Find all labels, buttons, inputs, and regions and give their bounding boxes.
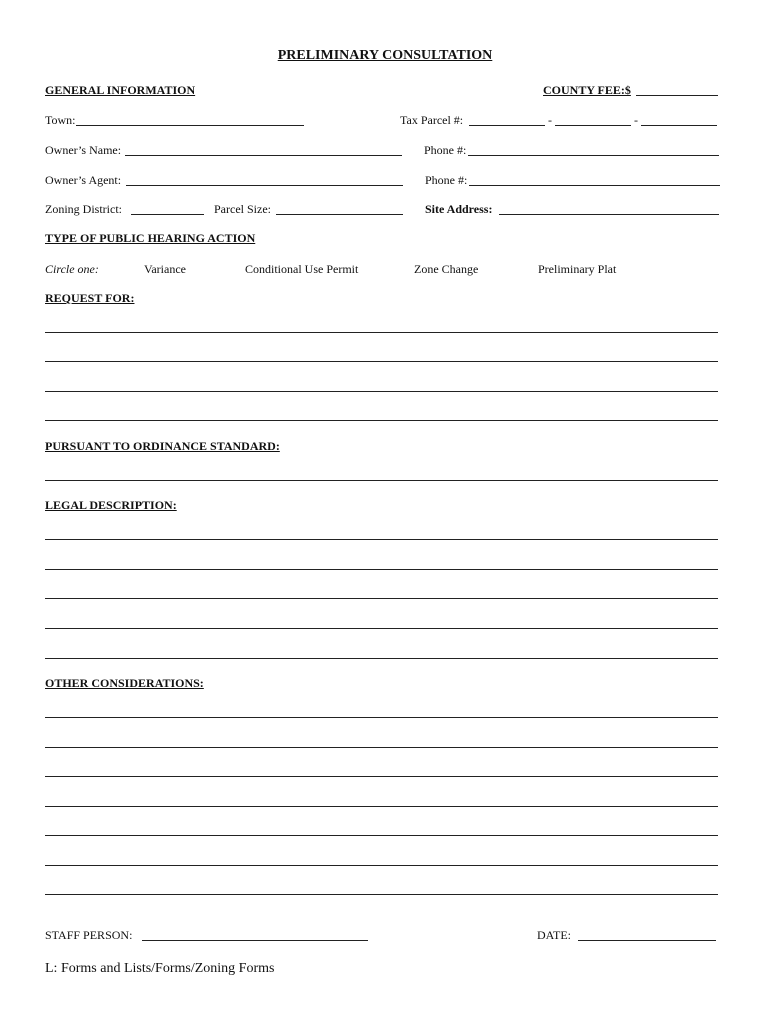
legal-description-heading: LEGAL DESCRIPTION: — [45, 498, 177, 512]
other-considerations-line[interactable] — [45, 776, 718, 777]
site-address-field[interactable] — [499, 214, 719, 215]
legal-description-line[interactable] — [45, 598, 718, 599]
parcel-size-label: Parcel Size: — [214, 202, 271, 216]
owner-agent-label: Owner’s Agent: — [45, 173, 122, 187]
county-fee-field[interactable] — [636, 95, 718, 96]
other-considerations-line[interactable] — [45, 806, 718, 807]
phone-field-2[interactable] — [469, 185, 720, 186]
other-considerations-line[interactable] — [45, 835, 718, 836]
ordinance-standard-line[interactable] — [45, 480, 718, 481]
request-for-heading: REQUEST FOR: — [45, 291, 135, 305]
county-fee-label: COUNTY FEE:$ — [543, 83, 631, 97]
option-preliminary-plat[interactable]: Preliminary Plat — [538, 262, 617, 276]
tax-parcel-field-1[interactable] — [469, 125, 545, 126]
option-variance[interactable]: Variance — [144, 262, 186, 276]
other-considerations-line[interactable] — [45, 747, 718, 748]
tax-parcel-label: Tax Parcel #: — [400, 113, 464, 127]
legal-description-line[interactable] — [45, 658, 718, 659]
date-label: DATE: — [537, 928, 571, 942]
request-for-line[interactable] — [45, 332, 718, 333]
other-considerations-line[interactable] — [45, 894, 718, 895]
phone-field-1[interactable] — [468, 155, 719, 156]
general-information-heading: GENERAL INFORMATION — [45, 83, 196, 97]
phone-label-2: Phone #: — [425, 173, 468, 187]
ordinance-standard-heading: PURSUANT TO ORDINANCE STANDARD: — [45, 439, 280, 453]
footer-file-path: L: Forms and Lists/Forms/Zoning Forms — [45, 961, 275, 976]
request-for-line[interactable] — [45, 420, 718, 421]
legal-description-line[interactable] — [45, 539, 718, 540]
option-zone-change[interactable]: Zone Change — [414, 262, 479, 276]
legal-description-line[interactable] — [45, 628, 718, 629]
circle-one-label: Circle one: — [45, 262, 99, 276]
other-considerations-line[interactable] — [45, 865, 718, 866]
other-considerations-heading: OTHER CONSIDERATIONS: — [45, 676, 204, 690]
staff-person-field[interactable] — [142, 940, 368, 941]
hearing-action-heading: TYPE OF PUBLIC HEARING ACTION — [45, 231, 256, 245]
tax-parcel-field-3[interactable] — [641, 125, 717, 126]
tax-parcel-dash-2: - — [634, 113, 638, 127]
site-address-label: Site Address: — [425, 202, 493, 216]
request-for-line[interactable] — [45, 391, 718, 392]
date-field[interactable] — [578, 940, 716, 941]
tax-parcel-dash-1: - — [548, 113, 552, 127]
other-considerations-line[interactable] — [45, 717, 718, 718]
option-conditional-use-permit[interactable]: Conditional Use Permit — [245, 262, 359, 276]
parcel-size-field[interactable] — [276, 214, 403, 215]
owner-name-field[interactable] — [125, 155, 402, 156]
request-for-line[interactable] — [45, 361, 718, 362]
town-label: Town: — [45, 113, 76, 127]
staff-person-label: STAFF PERSON: — [45, 928, 133, 942]
owner-name-label: Owner’s Name: — [45, 143, 122, 157]
page-title: PRELIMINARY CONSULTATION — [277, 48, 493, 63]
town-field[interactable] — [76, 125, 304, 126]
legal-description-line[interactable] — [45, 569, 718, 570]
phone-label-1: Phone #: — [424, 143, 467, 157]
tax-parcel-field-2[interactable] — [555, 125, 631, 126]
owner-agent-field[interactable] — [126, 185, 403, 186]
zoning-district-label: Zoning District: — [45, 202, 122, 216]
zoning-district-field[interactable] — [131, 214, 204, 215]
